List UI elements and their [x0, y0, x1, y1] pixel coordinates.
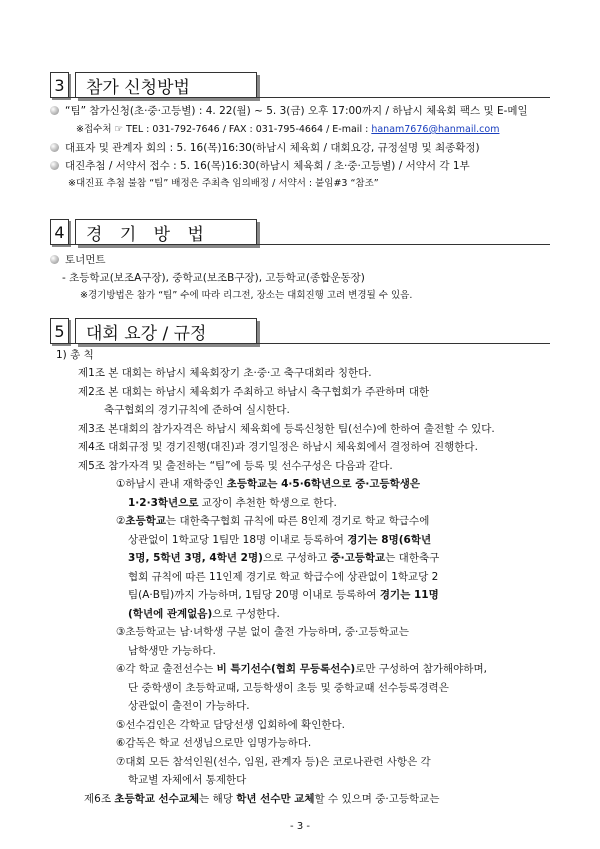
bold-text: 경기는 8명(6학년 [347, 534, 432, 546]
note-line: ※경기방법은 참가 “팀” 수에 따라 리그전, 장소는 대회진행 고려 변경될 수 있음. [80, 290, 413, 301]
bullet-line [50, 104, 528, 118]
text: 으로 구성한다. [212, 608, 280, 620]
article-2: 제2조 본 대회는 하남시 체육회가 주최하고 하남시 축구협회가 주관하며 대한 [78, 386, 430, 398]
section-title: 대회 요강 / 규정 [75, 318, 257, 344]
section-title: 경 기 방 법 [75, 219, 257, 245]
page-number: - 3 - [290, 821, 310, 832]
section-divider [50, 244, 550, 245]
clause-2-cont [128, 533, 431, 547]
note-line: ※대진표 추첨 불참 “팀” 배정은 주최측 임의배정 / 서약서 : 붙임#3 “참조” [68, 178, 379, 189]
text: 제6조 [84, 793, 115, 805]
clause-5: ⑤선수검인은 각학교 담당선생 입회하에 확인한다. [116, 719, 345, 731]
clause-2-cont [128, 551, 439, 565]
bold-text: 초등학교 선수교체 [114, 793, 200, 805]
bold-text: 비 특기선수(협회 무등록선수) [216, 663, 356, 675]
article-5: 제5조 참가자격 및 출전하는 “팀”에 등록 및 선수구성은 다음과 같다. [78, 460, 393, 472]
text: 는 대한축구 [385, 552, 440, 564]
bold-text: 학년 선수만 교체 [236, 793, 315, 805]
section-4-header [50, 219, 257, 245]
clause-2-cont [128, 588, 439, 602]
clause-3-cont: 남학생만 가능하다. [128, 645, 216, 657]
clause-6: ⑥감독은 학교 선생님으로만 임명가능하다. [116, 737, 312, 749]
bold-text: 경기는 11명 [379, 589, 439, 601]
text: ② [116, 515, 126, 527]
text: ※접수처 ☞ TEL : 031-792-7646 / FAX : 031-795-4664 / E-mail : [76, 124, 372, 135]
text: ①하남시 관내 재학중인 [116, 478, 227, 490]
text: 대표자 및 관계자 회의 : 5. 16(목)16:30(하남시 체육회 / 대회요강, 규정설명 및 최종확정) [65, 142, 480, 154]
article-2-cont: 축구협회의 경기규칙에 준하여 실시한다. [104, 404, 290, 416]
text: 로만 구성하여 참가해야하며, [355, 663, 487, 675]
text: 교장이 추천한 학생으로 한다. [198, 497, 337, 509]
clause-2 [116, 514, 429, 528]
bold-text: 초등학교 [125, 515, 166, 527]
clause-4-cont: 상관없이 출전이 가능하다. [128, 700, 250, 712]
clause-7: ⑦대회 모든 참석인원(선수, 임원, 관계자 등)은 코로나관련 사항은 각 [116, 756, 431, 768]
bold-text: 1·2·3학년으로 [128, 497, 199, 509]
text: 상관없이 1학교당 1팀만 18명 이내로 등록하여 [128, 534, 348, 546]
section-number: 3 [50, 72, 69, 98]
text: 토너먼트 [65, 254, 106, 266]
text: 는 대한축구협회 규칙에 따른 8인제 경기로 학교 학급수에 [166, 515, 430, 527]
clause-1-cont [128, 496, 337, 510]
section-3-header [50, 72, 257, 98]
bullet-line [50, 141, 480, 155]
clause-2-cont: 협회 규칙에 따른 11인제 경기로 학교 학급수에 상관없이 1학교당 2 [128, 571, 439, 583]
bold-text: 3명, 5학년 3명, 4학년 2명) [128, 552, 263, 564]
clause-4 [116, 662, 487, 676]
article-6 [84, 792, 439, 806]
email-link[interactable]: hanam7676@hanmail.com [371, 124, 500, 135]
clause-4-cont: 단 중학생이 초등학교때, 고등학생이 초등 및 중학교때 선수등록경력은 [128, 682, 449, 694]
bullet-icon [50, 106, 59, 115]
section-divider [50, 343, 550, 344]
section-divider [50, 97, 550, 98]
bold-text: 초등학교는 4·5·6학년으로 중·고등학생은 [226, 478, 421, 490]
text: 대진추첨 / 서약서 접수 : 5. 16(목)16:30(하남시 체육회 / 초·중·고등별) / 서약서 각 1부 [65, 160, 470, 172]
section-number: 4 [50, 219, 69, 245]
clause-2-cont [128, 607, 280, 621]
text: 는 해당 [199, 793, 237, 805]
text: 으로 구성하고 [262, 552, 331, 564]
bullet-icon [50, 255, 59, 264]
bold-text: 중·고등학교 [330, 552, 386, 564]
clause-1 [116, 477, 420, 491]
clause-7-cont: 학교별 자체에서 통제한다 [128, 774, 247, 786]
article-4: 제4조 대회규정 및 경기진행(대진)과 경기일정은 하남시 체육회에서 결정하여 진행한다. [78, 441, 478, 453]
clause-3: ③초등학교는 남·녀학생 구분 없이 출전 가능하며, 중·고등학교는 [116, 626, 410, 638]
subsection-heading: 1) 총 칙 [56, 349, 94, 361]
article-3: 제3조 본대회의 참가자격은 하남시 체육회에 등록신청한 팀(선수)에 한하여 출전할 수 있다. [78, 423, 495, 435]
text: 할 수 있으며 중·고등학교는 [314, 793, 440, 805]
section-title: 참가 신청방법 [75, 72, 257, 98]
text: “팀” 참가신청(초·중·고등별) : 4. 22(월) ~ 5. 3(금) 오후 17:00까지 / 하남시 체육회 팩스 및 E-메일 [65, 105, 528, 117]
bullet-line [50, 159, 470, 173]
bold-text: (학년에 관계없음) [128, 608, 213, 620]
note-line [76, 123, 499, 137]
text: ④각 학교 출전선수는 [116, 663, 217, 675]
bullet-line [50, 253, 106, 267]
bullet-icon [50, 143, 59, 152]
text-line: - 초등학교(보조A구장), 중학교(보조B구장), 고등학교(종합운동장) [62, 272, 365, 284]
article-1: 제1조 본 대회는 하남시 체육회장기 초·중·고 축구대회라 칭한다. [78, 367, 372, 379]
bullet-icon [50, 161, 59, 170]
section-5-header [50, 318, 257, 344]
text: 팀(A·B팀)까지 가능하며, 1팀당 20명 이내로 등록하여 [128, 589, 380, 601]
section-number: 5 [50, 318, 69, 344]
